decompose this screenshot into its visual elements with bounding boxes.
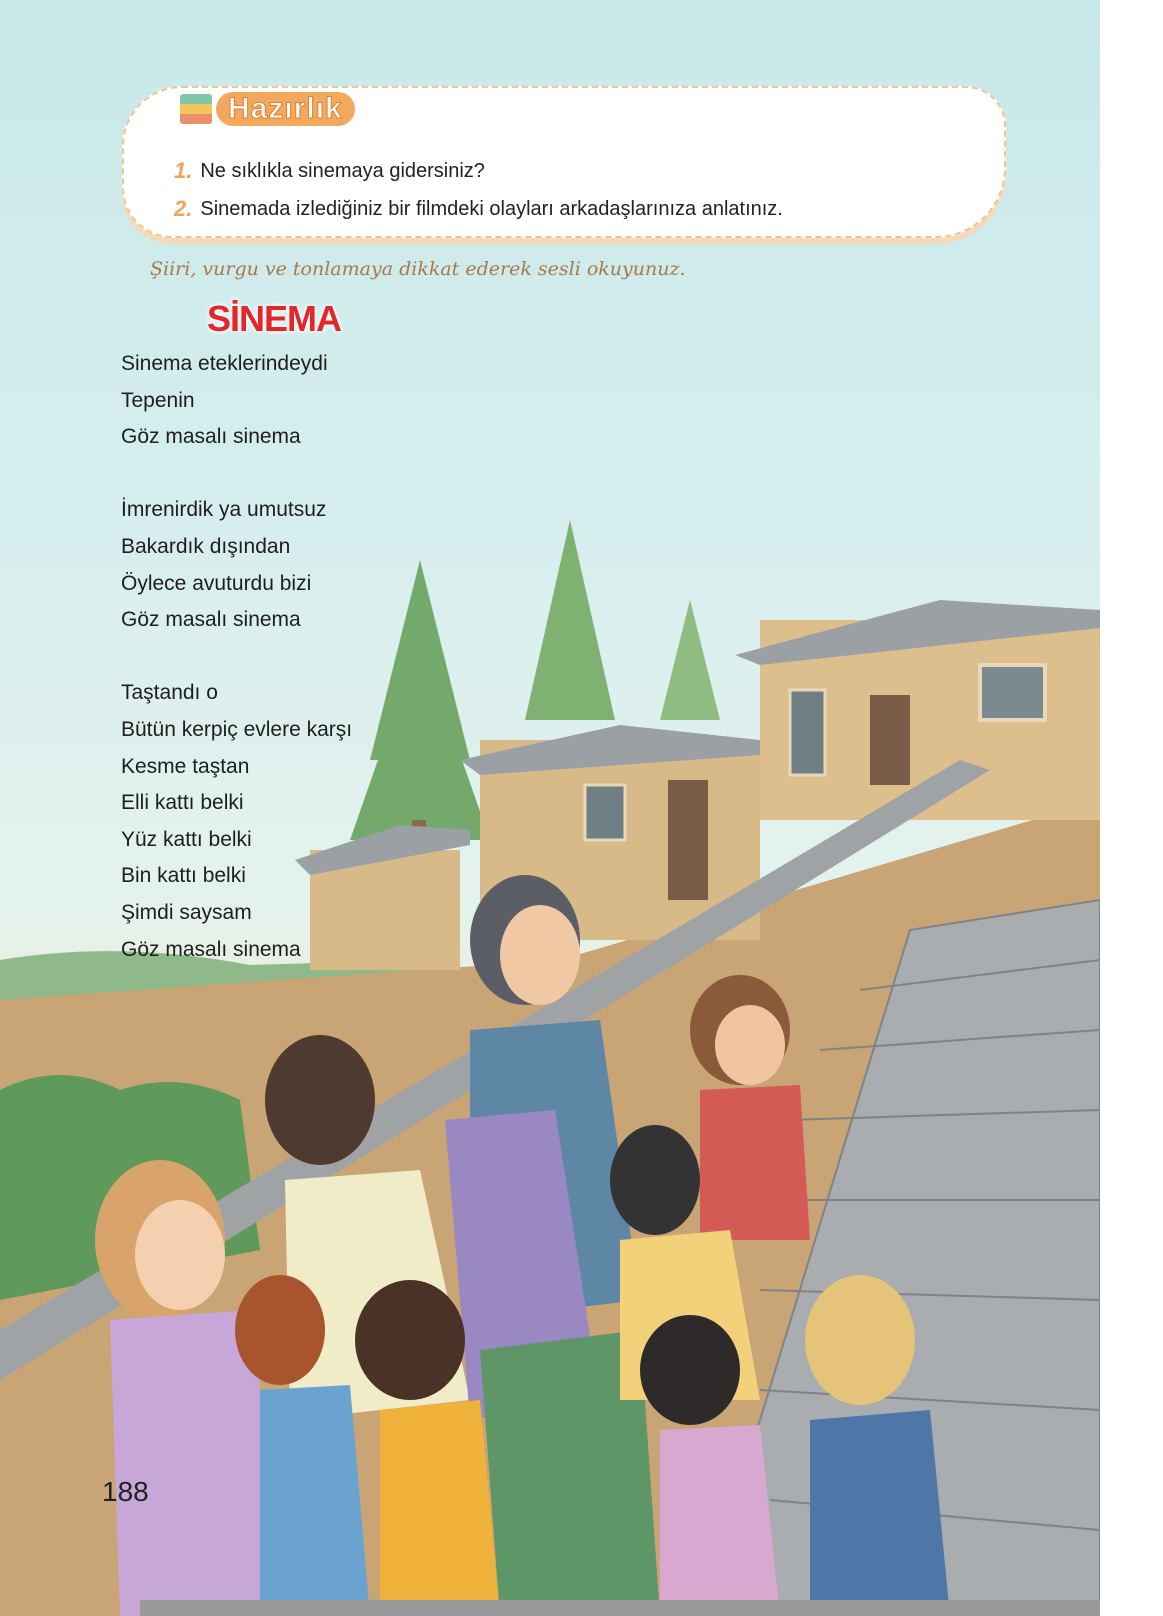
door bbox=[870, 695, 910, 785]
door bbox=[668, 780, 708, 900]
page-footer-bar bbox=[140, 1600, 1100, 1616]
poem-line: Tepenin bbox=[121, 388, 195, 412]
poem-line: Göz masalı sinema bbox=[121, 937, 301, 961]
tree bbox=[525, 520, 615, 720]
poem-line: Göz masalı sinema bbox=[121, 608, 301, 632]
window bbox=[790, 690, 825, 775]
preparation-heading bbox=[180, 92, 355, 126]
question-number: 1. bbox=[174, 158, 193, 183]
reading-instruction: Şiiri, vurgu ve tonlamaya dikkat ederek sesli okuyunuz. bbox=[150, 258, 686, 280]
poem-line: Bin kattı belki bbox=[121, 864, 246, 888]
poem-line: İmrenirdik ya umutsuz bbox=[121, 498, 327, 522]
question-1 bbox=[174, 158, 485, 184]
poem-line: Taştandı o bbox=[121, 681, 218, 705]
tree bbox=[660, 600, 720, 720]
question-text: Sinemada izlediğiniz bir filmdeki olayları arkadaşlarınıza anlatınız. bbox=[200, 197, 783, 220]
page-number: 188 bbox=[102, 1476, 149, 1507]
poem-line: Göz masalı sinema bbox=[121, 425, 301, 449]
window bbox=[585, 785, 625, 840]
poem-line: Öylece avuturdu bizi bbox=[121, 571, 312, 595]
question-text: Ne sıklıkla sinemaya gidersiniz? bbox=[200, 159, 485, 182]
poem-line: Elli kattı belki bbox=[121, 791, 244, 815]
poem-title: SİNEMA bbox=[207, 298, 342, 339]
books-icon bbox=[180, 94, 212, 124]
poem-line: Sinema eteklerindeydi bbox=[121, 352, 328, 375]
question-number: 2. bbox=[174, 196, 193, 221]
poem-line: Yüz kattı belki bbox=[121, 827, 252, 851]
question-2 bbox=[174, 196, 783, 222]
poem-line: Şimdi saysam bbox=[121, 901, 252, 924]
poem-line: Kesme taştan bbox=[121, 754, 250, 778]
tree bbox=[350, 560, 490, 840]
preparation-heading-text: Hazırlık bbox=[216, 92, 355, 126]
poem-line: Bakardık dışından bbox=[121, 535, 291, 558]
window bbox=[980, 665, 1045, 720]
poem-line: Bütün kerpiç evlere karşı bbox=[121, 718, 353, 741]
